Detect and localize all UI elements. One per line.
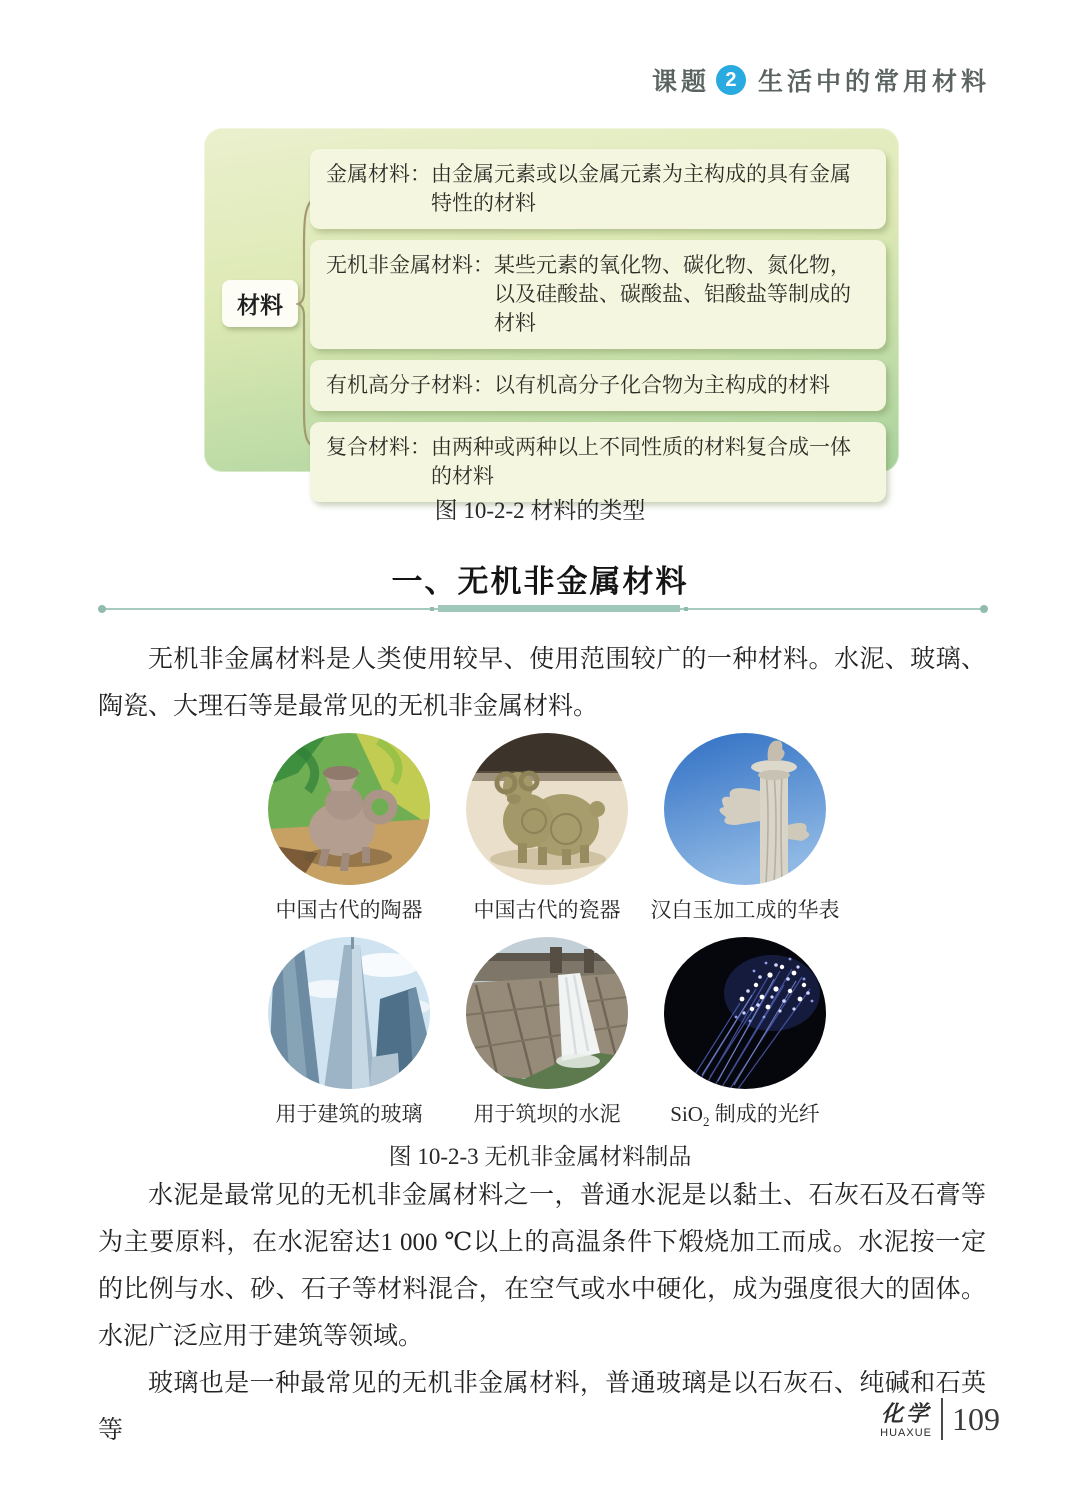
lesson-number-badge: 2 <box>716 65 746 95</box>
photo-caption <box>635 1098 855 1130</box>
lesson-label: 课题 <box>651 68 710 96</box>
dam-photo <box>466 937 628 1089</box>
photo-pottery <box>239 733 459 924</box>
photo-caption: 用于筑坝的水泥 <box>473 1102 621 1126</box>
lesson-title: 生活中的常用材料 <box>757 68 990 96</box>
materials-diagram <box>204 128 899 488</box>
photo-caption: 汉白玉加工成的华表 <box>650 898 840 922</box>
branch-term: 有机高分子材料： <box>326 373 494 397</box>
photo-caption: 中国古代的陶器 <box>275 898 423 922</box>
body-paragraphs <box>98 1172 986 1454</box>
branch-desc: 由金属元素或以金属元素为主构成的具有金属特性的材料 <box>431 162 851 215</box>
photo-glass-buildings <box>239 937 459 1128</box>
ornament-left-dot <box>98 605 106 613</box>
footer-divider <box>941 1398 943 1440</box>
book-logo <box>880 1399 932 1439</box>
figure-caption-10-2-3: 图 10-2-3 无机非金属材料制品 <box>388 1144 692 1169</box>
branch-term: 复合材料： <box>326 435 431 459</box>
photo-caption: 用于建筑的玻璃 <box>275 1102 423 1126</box>
section-heading: 一、无机非金属材料 <box>391 564 689 599</box>
branch-term: 金属材料： <box>326 162 431 186</box>
page-footer <box>880 1398 1000 1440</box>
porcelain-ram-photo <box>466 733 628 885</box>
branch-inorganic-nonmetal <box>310 240 886 349</box>
page-header <box>652 62 990 98</box>
branch-desc: 某些元素的氧化物、碳化物、氮化物，以及硅酸盐、碳酸盐、铝酸盐等制成的材料 <box>494 253 851 335</box>
marble-column-photo <box>664 733 826 885</box>
formula-base: SiO <box>670 1102 703 1126</box>
photo-caption: 中国古代的瓷器 <box>473 898 621 922</box>
branch-desc: 由两种或两种以上不同性质的材料复合成一体的材料 <box>431 435 851 488</box>
intro-paragraph <box>98 636 986 730</box>
diagram-branches <box>310 149 886 502</box>
paragraph-text: 无机非金属材料是人类使用较早、使用范围较广的一种材料。水泥、玻璃、陶瓷、大理石等是最常见的无机非金属材料。 <box>98 646 986 720</box>
optical-fiber-photo <box>664 937 826 1089</box>
branch-term: 无机非金属材料： <box>326 253 494 277</box>
formula-subscript: 2 <box>702 1114 710 1130</box>
branch-metal <box>310 149 886 229</box>
photo-optical-fiber <box>635 937 855 1130</box>
figure-caption-10-2-2: 图 10-2-2 材料的类型 <box>434 498 646 523</box>
photo-cement-dam <box>437 937 657 1128</box>
book-title-pinyin: HUAXUE <box>880 1427 932 1439</box>
glass-paragraph: 玻璃也是一种最常见的无机非金属材料，普通玻璃是以石灰石、纯碱和石英等 <box>98 1370 986 1444</box>
branch-desc: 以有机高分子化合物为主构成的材料 <box>494 373 830 397</box>
heading-underline-ornament <box>100 604 986 614</box>
pottery-photo <box>268 733 430 885</box>
diagram-root-node: 材料 <box>222 280 298 327</box>
ornament-right-dot <box>980 605 988 613</box>
photo-porcelain <box>437 733 657 924</box>
glass-towers-photo <box>268 937 430 1089</box>
caption-rest: 制成的光纤 <box>709 1102 820 1126</box>
branch-composite <box>310 422 886 502</box>
book-title-cn: 化学 <box>881 1401 932 1426</box>
ornament-center-bar <box>438 605 680 612</box>
photo-huabiao <box>635 733 855 924</box>
branch-organic-polymer <box>310 360 886 411</box>
cement-paragraph: 水泥是最常见的无机非金属材料之一，普通水泥是以黏土、石灰石及石膏等为主要原料，在水泥窑达1 000 ℃以上的高温条件下煅烧加工而成。水泥按一定的比例与水、砂、石子等材料混合，在空气或水中硬化，成为强度很大的固体。水泥广泛应用于建筑等领域。 <box>98 1182 986 1350</box>
page-number: 109 <box>952 1400 1000 1437</box>
